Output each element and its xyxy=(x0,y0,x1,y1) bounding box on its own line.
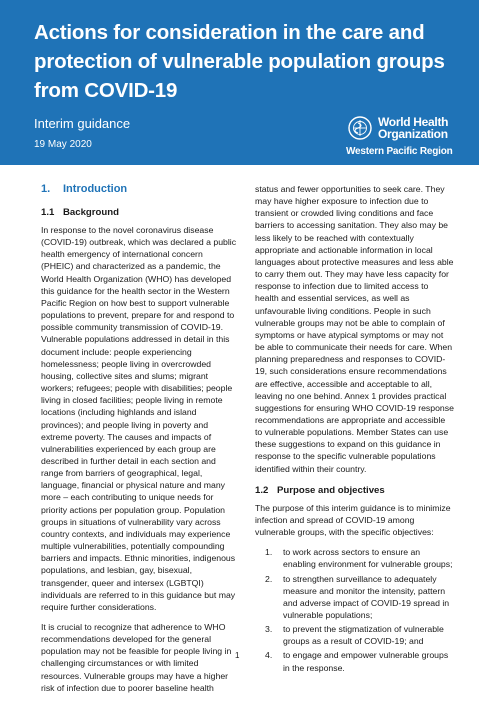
section-heading xyxy=(41,183,237,196)
list-text: to prevent the stigmatization of vulnerable groups as a result of COVID-19; and xyxy=(283,624,444,647)
purpose-paragraph: The purpose of this interim guidance is to minimize infection and spread of COVID-19 among vulnerable groups, with the specific objectives: xyxy=(255,502,451,538)
left-column xyxy=(41,183,240,702)
who-org-name xyxy=(378,116,448,140)
list-text: to strengthen surveillance to adequately measure and monitor the intensity, pattern and adverse impact of COVID-19 spread in vulnerable populations; xyxy=(283,573,450,620)
list-number: 4. xyxy=(265,650,273,661)
background-paragraph-2: It is crucial to recognize that adherence to WHO recommendations developed for the general population may not be feasible for people living in challenging circumstances or with limited resources. Vulnerable groups may have a higher risk of infection due to poorer baseline health xyxy=(41,622,232,693)
subsection-heading-background xyxy=(41,207,237,219)
list-text: to engage and empower vulnerable groups in the response. xyxy=(283,650,449,673)
list-number: 2. xyxy=(265,573,273,584)
who-org-line2: Organization xyxy=(378,127,448,141)
objectives-list xyxy=(255,546,454,674)
document-title: Actions for consideration in the care and protection of vulnerable population groups from COVID-19 xyxy=(34,21,445,102)
list-item xyxy=(255,649,454,673)
list-item xyxy=(255,623,454,647)
subsection-heading-purpose xyxy=(255,485,454,497)
subsection-number: 1.2 xyxy=(255,484,269,496)
document-subtitle: Interim guidance xyxy=(34,116,131,131)
who-region-name: Western Pacific Region xyxy=(346,146,453,157)
subsection-title: Background xyxy=(63,207,119,218)
subsection-number: 1.1 xyxy=(41,207,55,218)
page-number: 1 xyxy=(235,651,240,660)
who-org-line1: World Health xyxy=(378,115,449,129)
who-emblem-icon xyxy=(347,115,373,141)
section-title: Introduction xyxy=(63,183,128,195)
background-paragraph-1: In response to the novel coronavirus disease (COVID-19) outbreak, which was declared a public health emergency of international concern (PHEIC) and characterized as a pandemic, the World Health Organization (WHO) has developed this guidance for the health sector in the Western Pacific Region on how best to support vulnerable populations to prevent, prepare for and respond to possible community transmission of COVID-19. Vulnerable populations addressed in detail in this document include: people experiencing homelessness; people living in overcrowded housing, collective sites and slums; migrant workers; refugees; people with disabilities; people living in closed facilities; people living in remote locations (including highlands and island provinces); and people living in poverty and extreme poverty. The causes and impacts of vulnerabilities experienced by each group are described in further detail in each section and range from barriers of geographical, legal, language, financial or physical nature and many more – each contributing to unique needs for priority actions per population group. Population groups in situations of vulnerability vary across country contexts, and individuals may experience multiple vulnerabilities, potentially compounding barriers and impacts. Ethnic minorities, indigenous populations, and lesbian, gay, bisexual, transgender, queer and intersex (LGBTQI) individuals are referred to in this guidance but may require further considerations. xyxy=(41,225,237,612)
subsection-title: Purpose and objectives xyxy=(277,484,385,496)
list-item xyxy=(255,546,454,570)
document-date: 19 May 2020 xyxy=(34,139,92,150)
list-number: 1. xyxy=(265,547,273,558)
section-number: 1. xyxy=(41,183,51,195)
list-item xyxy=(255,573,454,622)
list-text: to work across sectors to ensure an enabling environment for vulnerable groups; xyxy=(283,547,453,570)
background-paragraph-3: status and fewer opportunities to seek care. They may have higher exposure to infection due to transient or crowded living conditions and face barriers to accessing sanitation. They also may be less likely to be reached with contextually appropriate and actionable information in local languages about protective measures and less able to carry them out. They may have less capacity for response to infection due to limited access to health and essential services, as well as unfavourable living conditions. People in such vulnerable groups may not be able to complain of symptoms or have atypical symptoms or may not be able to communicate their needs for care. When planning preparedness and responses to COVID-19, such considerations ensure recommendations are effective, accessible and acceptable to all, leaving no one behind. Annex 1 provides practical suggestions for ensuring WHO COVID-19 response recommendations are appropriate and accessible to vulnerable populations. Member States can use these suggestions to expand on this guidance in response to the specific vulnerable populations identified within their country. xyxy=(255,184,454,474)
list-number: 3. xyxy=(265,624,273,635)
right-column xyxy=(255,183,454,676)
header-banner xyxy=(0,0,479,165)
